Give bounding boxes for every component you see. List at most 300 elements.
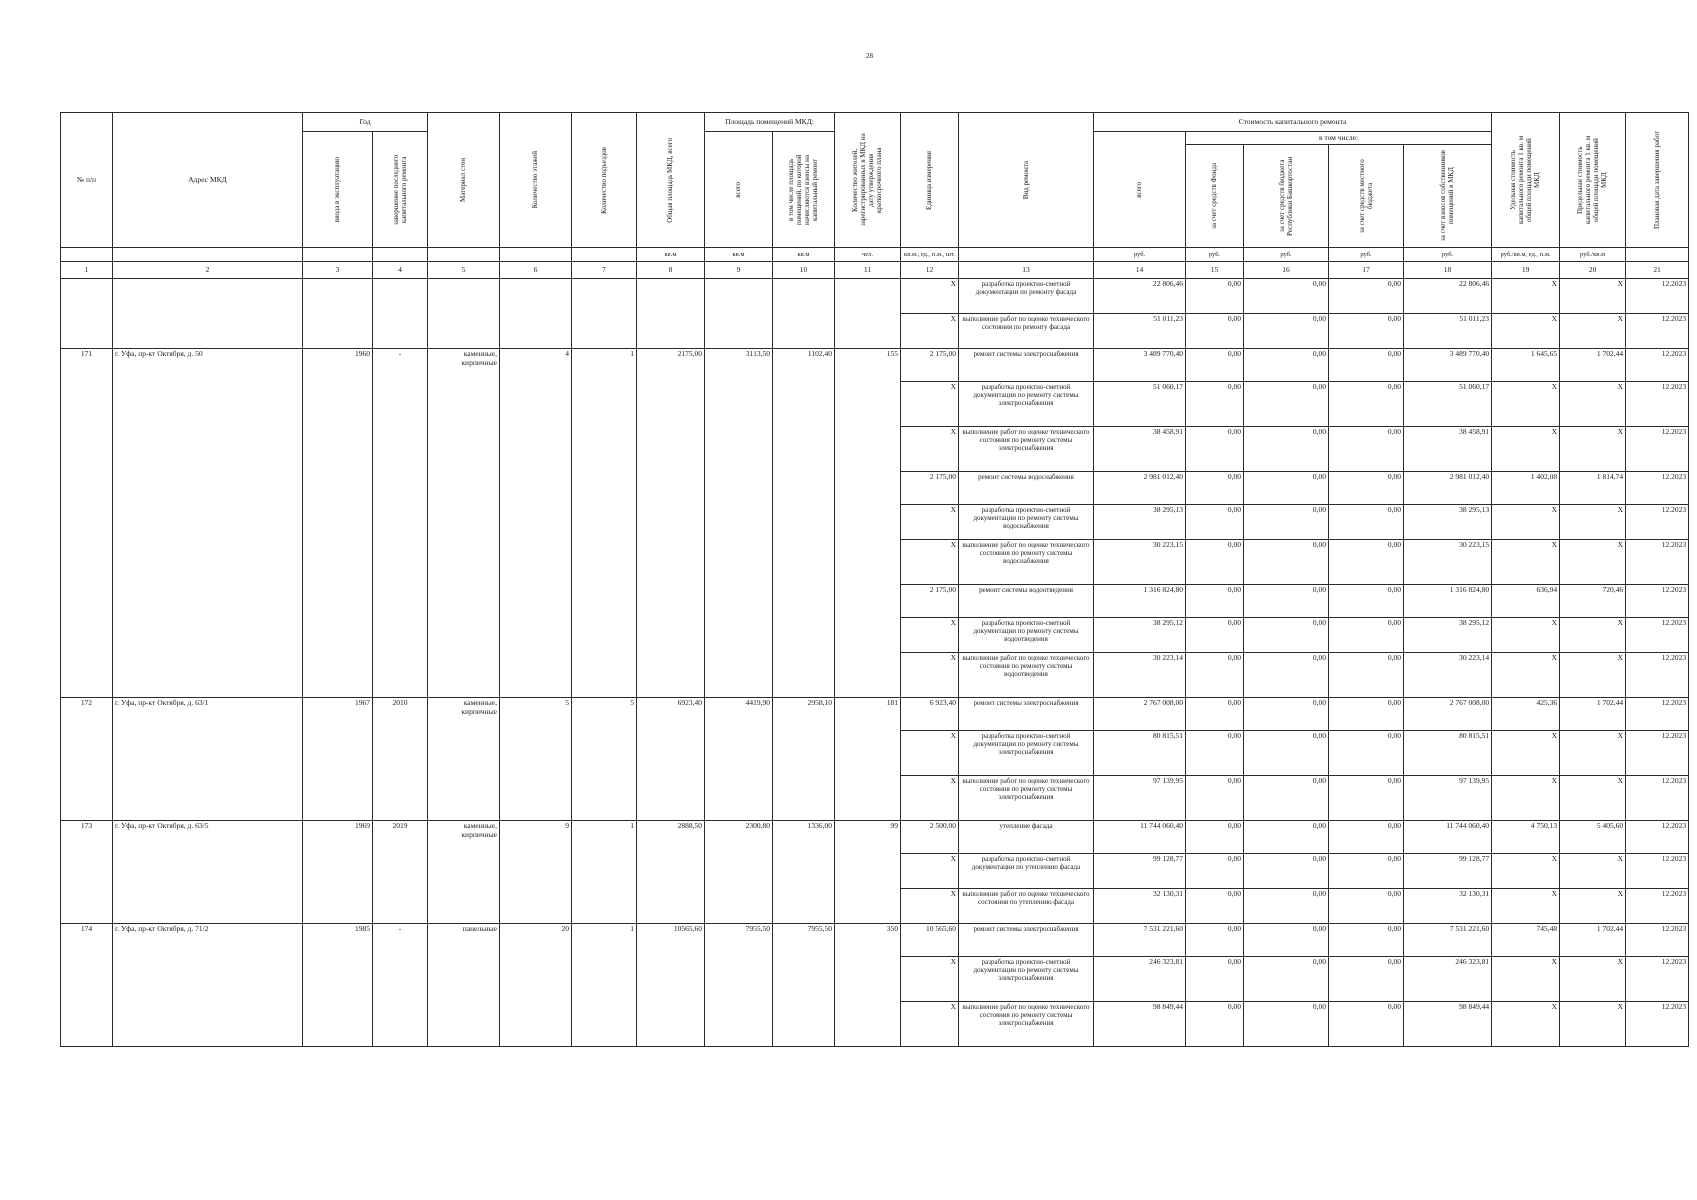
unit-cost-cell: X (1492, 505, 1560, 540)
unit-cell (500, 248, 572, 262)
cost-local-cell: 0,00 (1329, 505, 1404, 540)
premises-total-cell: 3113,50 (705, 349, 773, 698)
unit-cell: кв.м (637, 248, 705, 262)
empty-cell (61, 279, 113, 349)
table-row (61, 349, 1689, 382)
cost-owners-cell: 80 815,51 (1404, 731, 1492, 776)
unit-cell: 2 175,00 (901, 472, 959, 505)
address-cell: г. Уфа, пр-кт Октября, д. 63/5 (113, 821, 303, 924)
th-planned-date (1626, 113, 1689, 248)
cost-republic-cell: 0,00 (1244, 472, 1329, 505)
residents-cell: 155 (835, 349, 901, 698)
cost-fund-cell: 0,00 (1186, 889, 1244, 924)
unit-cost-cell: 425,36 (1492, 698, 1560, 731)
col-number: 3 (303, 262, 373, 279)
unit-cost-cell: X (1492, 540, 1560, 585)
cost-fund-cell: 0,00 (1186, 314, 1244, 349)
planned-date-cell: 12.2023 (1626, 279, 1689, 314)
unit-cost-cell: X (1492, 279, 1560, 314)
cost-local-cell: 0,00 (1329, 957, 1404, 1002)
th-year-last-repair (373, 132, 428, 248)
cost-local-cell: 0,00 (1329, 821, 1404, 854)
th-floors (500, 113, 572, 248)
col-number: 9 (705, 262, 773, 279)
unit-cell: кв.м., ед., п.м., шт. (901, 248, 959, 262)
cost-republic-cell: 0,00 (1244, 314, 1329, 349)
max-cost-cell: X (1560, 1002, 1626, 1047)
planned-date-cell: 12.2023 (1626, 349, 1689, 382)
year-commission-cell: 1960 (303, 349, 373, 698)
planned-date-cell: 12.2023 (1626, 427, 1689, 472)
max-cost-cell: 1 814,74 (1560, 472, 1626, 505)
unit-cell: 6 923,40 (901, 698, 959, 731)
cost-total-cell: 51 011,23 (1094, 314, 1186, 349)
th-repair-type-label: Вид ремонта (1021, 160, 1030, 200)
unit-cell (373, 248, 428, 262)
unit-cell: руб. (1094, 248, 1186, 262)
unit-cost-cell: 1 645,65 (1492, 349, 1560, 382)
unit-cell: X (901, 279, 959, 314)
cost-fund-cell: 0,00 (1186, 540, 1244, 585)
empty-cell (773, 279, 835, 349)
th-repair-type (959, 113, 1094, 248)
th-unit (901, 113, 959, 248)
th-residents-label: Количество жителей, зарегистрированных в МКД на дату утверждения краткосрочного плана (851, 133, 884, 227)
repair-type-cell: разработка проектно-сметной документации по ремонту системы водоснабжения (959, 505, 1094, 540)
cost-fund-cell: 0,00 (1186, 505, 1244, 540)
address-cell: г. Уфа, пр-кт Октября, д. 71/2 (113, 924, 303, 1047)
floors-cell: 5 (500, 698, 572, 821)
unit-cost-cell: X (1492, 618, 1560, 653)
cost-fund-cell: 0,00 (1186, 653, 1244, 698)
th-unit-cost (1492, 113, 1560, 248)
planned-date-cell: 12.2023 (1626, 618, 1689, 653)
cost-total-cell: 22 806,46 (1094, 279, 1186, 314)
cost-local-cell: 0,00 (1329, 889, 1404, 924)
empty-cell (373, 279, 428, 349)
npp-cell: 172 (61, 698, 113, 821)
col-number: 6 (500, 262, 572, 279)
th-residents (835, 113, 901, 248)
floors-cell: 20 (500, 924, 572, 1047)
cost-republic-cell: 0,00 (1244, 427, 1329, 472)
unit-cell: X (901, 314, 959, 349)
premises-total-cell: 7955,50 (705, 924, 773, 1047)
table-header (61, 113, 1689, 279)
cost-total-cell: 11 744 060,40 (1094, 821, 1186, 854)
col-number: 12 (901, 262, 959, 279)
empty-cell (500, 279, 572, 349)
repair-type-cell: разработка проектно-сметной документации по ремонту системы водоотведения (959, 618, 1094, 653)
cost-owners-cell: 51 011,23 (1404, 314, 1492, 349)
cost-total-cell: 246 323,81 (1094, 957, 1186, 1002)
cost-local-cell: 0,00 (1329, 731, 1404, 776)
cost-total-cell: 3 489 770,40 (1094, 349, 1186, 382)
th-total-area (637, 113, 705, 248)
repair-type-cell: разработка проектно-сметной документации по ремонту фасада (959, 279, 1094, 314)
max-cost-cell: X (1560, 889, 1626, 924)
cost-fund-cell: 0,00 (1186, 1002, 1244, 1047)
cost-total-cell: 38 295,13 (1094, 505, 1186, 540)
unit-cell: 2 175,00 (901, 349, 959, 382)
col-number: 17 (1329, 262, 1404, 279)
max-cost-cell: X (1560, 279, 1626, 314)
cost-owners-cell: 7 531 221,60 (1404, 924, 1492, 957)
planned-date-cell: 12.2023 (1626, 854, 1689, 889)
cost-republic-cell: 0,00 (1244, 698, 1329, 731)
unit-cell (428, 248, 500, 262)
year-commission-cell: 1969 (303, 821, 373, 924)
col-number: 19 (1492, 262, 1560, 279)
cost-total-cell: 2 981 012,40 (1094, 472, 1186, 505)
unit-cell: руб. (1404, 248, 1492, 262)
repair-type-cell: ремонт системы водоотведения (959, 585, 1094, 618)
year-last-repair-cell: - (373, 349, 428, 698)
cost-local-cell: 0,00 (1329, 698, 1404, 731)
unit-cost-cell: X (1492, 731, 1560, 776)
th-cost-group: Стоимость капитального ремонта (1094, 113, 1492, 132)
cost-republic-cell: 0,00 (1244, 776, 1329, 821)
cost-fund-cell: 0,00 (1186, 279, 1244, 314)
year-last-repair-cell: 2019 (373, 821, 428, 924)
cost-owners-cell: 246 323,81 (1404, 957, 1492, 1002)
col-number: 18 (1404, 262, 1492, 279)
total-area-cell: 6923,40 (637, 698, 705, 821)
npp-cell: 174 (61, 924, 113, 1047)
th-max-cost-label: Предельная стоимость капитального ремонта 1 кв. м общей площади помещений МКД (1576, 135, 1609, 225)
empty-cell (637, 279, 705, 349)
th-premises-total-label: всего (734, 181, 743, 198)
wall-material-cell: каменные, кирпичные (428, 821, 500, 924)
cost-fund-cell: 0,00 (1186, 776, 1244, 821)
cost-republic-cell: 0,00 (1244, 618, 1329, 653)
empty-cell (705, 279, 773, 349)
th-year-group: Год (303, 113, 428, 132)
th-address: Адрес МКД (113, 113, 303, 248)
th-premises-incl-label: в том числе площадь помещений, по которой начисляются взносы на капитальный ремонт (787, 154, 820, 225)
cost-fund-cell: 0,00 (1186, 349, 1244, 382)
column-numbers-row (61, 262, 1689, 279)
entrances-cell: 1 (572, 821, 637, 924)
premises-incl-cell: 7955,50 (773, 924, 835, 1047)
th-cost-fund (1186, 145, 1244, 248)
premises-total-cell: 4419,90 (705, 698, 773, 821)
th-cost-local-label: за счет средств местного бюджета (1357, 159, 1374, 233)
cost-local-cell: 0,00 (1329, 314, 1404, 349)
max-cost-cell: X (1560, 618, 1626, 653)
cost-fund-cell: 0,00 (1186, 585, 1244, 618)
th-year-commission-label: ввода в эксплуатацию (333, 156, 342, 223)
premises-incl-cell: 2958,10 (773, 698, 835, 821)
th-cost-fund-label: за счет средств Фонда (1210, 163, 1219, 229)
unit-cost-cell: 745,48 (1492, 924, 1560, 957)
unit-cell (303, 248, 373, 262)
unit-cell: руб./кв.м (1560, 248, 1626, 262)
unit-cell: 2 175,00 (901, 585, 959, 618)
premises-total-cell: 2300,80 (705, 821, 773, 924)
th-premises-total (705, 132, 773, 248)
unit-cost-cell: 1 402,08 (1492, 472, 1560, 505)
unit-cell: X (901, 854, 959, 889)
repair-type-cell: ремонт системы электроснабжения (959, 349, 1094, 382)
cost-republic-cell: 0,00 (1244, 540, 1329, 585)
floors-cell: 9 (500, 821, 572, 924)
th-premises-group: Площадь помещений МКД: (705, 113, 835, 132)
cost-republic-cell: 0,00 (1244, 585, 1329, 618)
col-number: 8 (637, 262, 705, 279)
planned-date-cell: 12.2023 (1626, 776, 1689, 821)
table-body (61, 279, 1689, 1047)
cost-republic-cell: 0,00 (1244, 957, 1329, 1002)
max-cost-cell: X (1560, 427, 1626, 472)
unit-cell (113, 248, 303, 262)
unit-cell: X (901, 505, 959, 540)
cost-fund-cell: 0,00 (1186, 731, 1244, 776)
cost-owners-cell: 97 139,95 (1404, 776, 1492, 821)
unit-cell: X (901, 382, 959, 427)
repair-type-cell: утепление фасада (959, 821, 1094, 854)
col-number: 21 (1626, 262, 1689, 279)
col-number: 5 (428, 262, 500, 279)
th-year-last-repair-label: завершение последнего капитального ремонта (391, 154, 408, 225)
cost-local-cell: 0,00 (1329, 585, 1404, 618)
cost-republic-cell: 0,00 (1244, 505, 1329, 540)
unit-cost-cell: X (1492, 314, 1560, 349)
planned-date-cell: 12.2023 (1626, 540, 1689, 585)
cost-republic-cell: 0,00 (1244, 889, 1329, 924)
unit-cost-cell: X (1492, 889, 1560, 924)
max-cost-cell: 1 702,44 (1560, 349, 1626, 382)
unit-cell: X (901, 889, 959, 924)
max-cost-cell: 720,46 (1560, 585, 1626, 618)
empty-cell (572, 279, 637, 349)
cost-owners-cell: 38 458,91 (1404, 427, 1492, 472)
unit-cost-cell: X (1492, 427, 1560, 472)
cost-local-cell: 0,00 (1329, 618, 1404, 653)
planned-date-cell: 12.2023 (1626, 382, 1689, 427)
cost-total-cell: 80 815,51 (1094, 731, 1186, 776)
th-total-area-label: Общая площадь МКД, всего (666, 137, 675, 223)
cost-local-cell: 0,00 (1329, 540, 1404, 585)
planned-date-cell: 12.2023 (1626, 698, 1689, 731)
unit-cost-cell: X (1492, 776, 1560, 821)
col-number: 1 (61, 262, 113, 279)
cost-total-cell: 7 531 221,60 (1094, 924, 1186, 957)
cost-local-cell: 0,00 (1329, 349, 1404, 382)
unit-cost-cell: 4 750,13 (1492, 821, 1560, 854)
empty-cell (113, 279, 303, 349)
total-area-cell: 2175,00 (637, 349, 705, 698)
planned-date-cell: 12.2023 (1626, 821, 1689, 854)
planned-date-cell: 12.2023 (1626, 731, 1689, 776)
col-number: 15 (1186, 262, 1244, 279)
unit-cell: X (901, 1002, 959, 1047)
wall-material-cell: каменные, кирпичные (428, 698, 500, 821)
total-area-cell: 10565,60 (637, 924, 705, 1047)
cost-republic-cell: 0,00 (1244, 924, 1329, 957)
unit-cell (1626, 248, 1689, 262)
planned-date-cell: 12.2023 (1626, 957, 1689, 1002)
th-cost-republic-label: за счет средств бюджета Республики Башкортостан (1277, 156, 1294, 236)
unit-cell: X (901, 653, 959, 698)
th-premises-incl (773, 132, 835, 248)
repair-type-cell: выполнение работ по оценке технического состояния по ремонту системы водоснабжения (959, 540, 1094, 585)
th-wall-material (428, 113, 500, 248)
repair-type-cell: выполнение работ по оценке технического состояния по утеплению фасада (959, 889, 1094, 924)
cost-total-cell: 51 060,17 (1094, 382, 1186, 427)
unit-cell: X (901, 731, 959, 776)
cost-republic-cell: 0,00 (1244, 653, 1329, 698)
unit-cell: руб. (1329, 248, 1404, 262)
total-area-cell: 2888,50 (637, 821, 705, 924)
cost-total-cell: 32 130,31 (1094, 889, 1186, 924)
table-row (61, 279, 1689, 314)
cost-fund-cell: 0,00 (1186, 618, 1244, 653)
cost-republic-cell: 0,00 (1244, 349, 1329, 382)
unit-cell (61, 248, 113, 262)
th-year-commission (303, 132, 373, 248)
cost-owners-cell: 98 849,44 (1404, 1002, 1492, 1047)
premises-incl-cell: 1336,00 (773, 821, 835, 924)
cost-local-cell: 0,00 (1329, 653, 1404, 698)
cost-total-cell: 2 767 008,00 (1094, 698, 1186, 731)
repair-type-cell: выполнение работ по оценке технического состояния по ремонту системы электроснабжения (959, 427, 1094, 472)
premises-incl-cell: 1102,40 (773, 349, 835, 698)
cost-owners-cell: 2 981 012,40 (1404, 472, 1492, 505)
unit-cell: 2 500,00 (901, 821, 959, 854)
cost-local-cell: 0,00 (1329, 776, 1404, 821)
units-row (61, 248, 1689, 262)
unit-cell: чел. (835, 248, 901, 262)
th-max-cost (1560, 113, 1626, 248)
repair-type-cell: разработка проектно-сметной документации по ремонту системы электроснабжения (959, 957, 1094, 1002)
th-cost-republic (1244, 145, 1329, 248)
unit-cell: X (901, 540, 959, 585)
cost-local-cell: 0,00 (1329, 279, 1404, 314)
planned-date-cell: 12.2023 (1626, 1002, 1689, 1047)
cost-fund-cell: 0,00 (1186, 427, 1244, 472)
table-row (61, 821, 1689, 854)
address-cell: г. Уфа, пр-кт Октября, д. 50 (113, 349, 303, 698)
th-floors-label: Количество этажей (531, 151, 540, 209)
capital-repair-plan-table (60, 112, 1689, 1047)
cost-owners-cell: 2 767 008,00 (1404, 698, 1492, 731)
planned-date-cell: 12.2023 (1626, 314, 1689, 349)
empty-cell (428, 279, 500, 349)
unit-cell: кв.м (773, 248, 835, 262)
wall-material-cell: каменные, кирпичные (428, 349, 500, 698)
year-commission-cell: 1985 (303, 924, 373, 1047)
cost-owners-cell: 32 130,31 (1404, 889, 1492, 924)
residents-cell: 181 (835, 698, 901, 821)
cost-total-cell: 30 223,14 (1094, 653, 1186, 698)
repair-type-cell: ремонт системы электроснабжения (959, 924, 1094, 957)
max-cost-cell: X (1560, 653, 1626, 698)
page-number: 28 (866, 52, 873, 60)
repair-type-cell: выполнение работ по оценке технического состояния по ремонту системы электроснабжения (959, 1002, 1094, 1047)
unit-cell (572, 248, 637, 262)
npp-cell: 171 (61, 349, 113, 698)
unit-cell (959, 248, 1094, 262)
cost-owners-cell: 38 295,13 (1404, 505, 1492, 540)
unit-cost-cell: X (1492, 854, 1560, 889)
planned-date-cell: 12.2023 (1626, 472, 1689, 505)
unit-cost-cell: 636,94 (1492, 585, 1560, 618)
cost-republic-cell: 0,00 (1244, 382, 1329, 427)
unit-cell: X (901, 957, 959, 1002)
table-row (61, 698, 1689, 731)
planned-date-cell: 12.2023 (1626, 653, 1689, 698)
unit-cell: руб./кв.м, ед., п.м. (1492, 248, 1560, 262)
th-entrances (572, 113, 637, 248)
max-cost-cell: 5 405,60 (1560, 821, 1626, 854)
unit-cell: кв.м (705, 248, 773, 262)
floors-cell: 4 (500, 349, 572, 698)
th-npp: № п/п (61, 113, 113, 248)
cost-owners-cell: 38 295,12 (1404, 618, 1492, 653)
repair-type-cell: разработка проектно-сметной документации по утеплению фасада (959, 854, 1094, 889)
cost-total-cell: 38 295,12 (1094, 618, 1186, 653)
max-cost-cell: X (1560, 776, 1626, 821)
cost-local-cell: 0,00 (1329, 382, 1404, 427)
cost-fund-cell: 0,00 (1186, 472, 1244, 505)
planned-date-cell: 12.2023 (1626, 585, 1689, 618)
cost-local-cell: 0,00 (1329, 427, 1404, 472)
cost-republic-cell: 0,00 (1244, 1002, 1329, 1047)
th-wall-material-label: Материал стен (459, 158, 468, 202)
max-cost-cell: X (1560, 731, 1626, 776)
cost-owners-cell: 22 806,46 (1404, 279, 1492, 314)
th-cost-total (1094, 132, 1186, 248)
year-last-repair-cell: 2010 (373, 698, 428, 821)
col-number: 16 (1244, 262, 1329, 279)
cost-owners-cell: 30 223,15 (1404, 540, 1492, 585)
max-cost-cell: 1 702,44 (1560, 924, 1626, 957)
col-number: 4 (373, 262, 428, 279)
th-cost-local (1329, 145, 1404, 248)
cost-owners-cell: 3 489 770,40 (1404, 349, 1492, 382)
unit-cell: X (901, 618, 959, 653)
planned-date-cell: 12.2023 (1626, 889, 1689, 924)
cost-republic-cell: 0,00 (1244, 854, 1329, 889)
col-number: 14 (1094, 262, 1186, 279)
repair-type-cell: ремонт системы водоснабжения (959, 472, 1094, 505)
unit-cell: 10 565,60 (901, 924, 959, 957)
npp-cell: 173 (61, 821, 113, 924)
cost-republic-cell: 0,00 (1244, 821, 1329, 854)
cost-fund-cell: 0,00 (1186, 698, 1244, 731)
cost-fund-cell: 0,00 (1186, 821, 1244, 854)
max-cost-cell: X (1560, 505, 1626, 540)
year-commission-cell: 1967 (303, 698, 373, 821)
unit-cell: X (901, 776, 959, 821)
cost-total-cell: 1 316 824,80 (1094, 585, 1186, 618)
th-incl: в том числе: (1186, 132, 1492, 145)
th-cost-owners (1404, 145, 1492, 248)
max-cost-cell: X (1560, 854, 1626, 889)
planned-date-cell: 12.2023 (1626, 924, 1689, 957)
residents-cell: 350 (835, 924, 901, 1047)
cost-republic-cell: 0,00 (1244, 731, 1329, 776)
repair-type-cell: выполнение работ по оценке технического состояния по ремонту системы водоотведения (959, 653, 1094, 698)
table-row (61, 924, 1689, 957)
th-cost-owners-label: за счет взносов собственников помещений в МКД (1439, 150, 1456, 242)
residents-cell: 99 (835, 821, 901, 924)
empty-cell (835, 279, 901, 349)
repair-type-cell: выполнение работ по оценке технического состояния по ремонту фасада (959, 314, 1094, 349)
cost-local-cell: 0,00 (1329, 472, 1404, 505)
cost-total-cell: 38 458,91 (1094, 427, 1186, 472)
